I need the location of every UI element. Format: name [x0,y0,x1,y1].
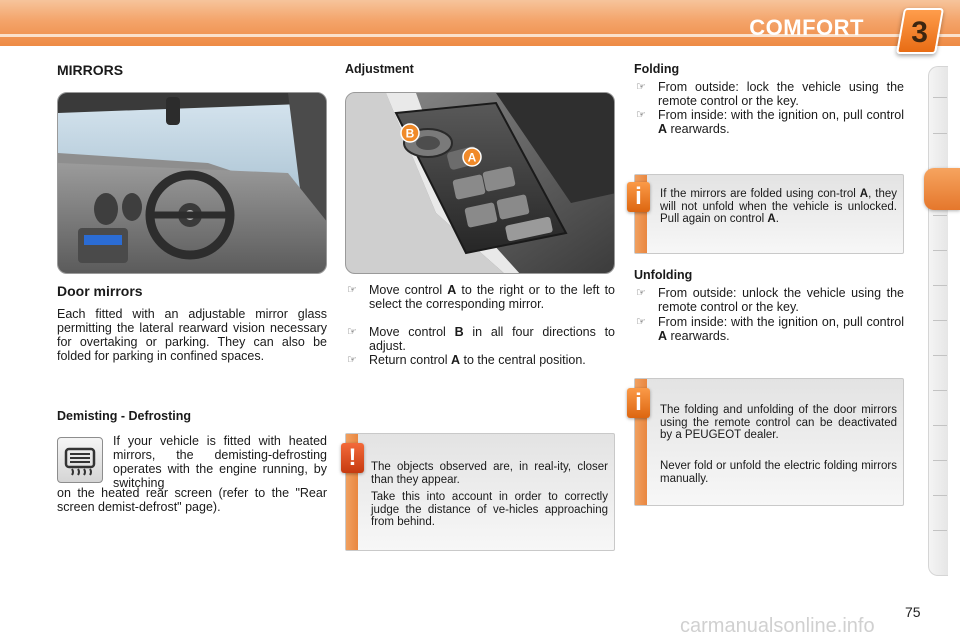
adjustment-heading: Adjustment [345,62,414,76]
photo-label-b: B [405,126,415,141]
section-title: MIRRORS [57,62,124,78]
bullet-hand-icon: ☞ [347,284,357,296]
active-chapter-tab[interactable] [924,168,960,210]
adjust-step-3: ☞ Return control A to the central position. [347,353,586,367]
info-icon: i [627,182,650,212]
cabin-photo [57,92,327,274]
photo-label-a: A [467,150,477,165]
folding-step-1: ☞ From outside: lock the vehicle using the remote control or the key. [636,80,904,108]
chapter-tab-strip[interactable] [928,66,948,576]
demisting-heading: Demisting - Defrosting [57,409,192,423]
page-number: 75 [905,604,921,620]
bullet-hand-icon: ☞ [347,354,357,366]
demisting-text-1: If your vehicle is fitted with heated mirrors, the demisting-defrosting operates with the engine running, by switching [113,434,327,490]
info-icon: i [627,388,650,418]
unfolding-step-2: ☞ From inside: with the ignition on, pull control A rearwards. [636,315,904,343]
info-text-folded: If the mirrors are folded using con-trol A, they will not unfold when the vehicle is unlocked. Pull again on control A. [660,188,897,225]
warning-text-1: The objects observed are, in real-ity, closer than they appear. [371,461,608,486]
warning-text-2: Take this into account in order to correctly judge the distance of ve-hicles approaching from behind. [371,491,608,528]
bullet-hand-icon: ☞ [636,109,646,121]
demisting-text-2: on the heated rear screen (refer to the "Rear screen demist-defrost" page). [57,486,327,514]
chapter-title: COMFORT [749,15,864,40]
bullet-hand-icon: ☞ [636,287,646,299]
bullet-hand-icon: ☞ [636,316,646,328]
warning-icon: ! [341,443,364,473]
door-mirrors-heading: Door mirrors [57,283,143,299]
info-text-never-fold: Never fold or unfold the electric folding mirrors manually. [660,460,897,485]
rear-screen-demist-icon [57,437,103,483]
folding-heading: Folding [634,62,680,76]
bullet-hand-icon: ☞ [347,326,357,338]
watermark: carmanualsonline.info [680,615,875,637]
chapter-number: 3 [911,16,928,49]
unfolding-step-1: ☞ From outside: unlock the vehicle using the remote control or the key. [636,286,904,314]
unfolding-heading: Unfolding [634,268,693,282]
door-mirrors-text: Each fitted with an adjustable mirror glass permitting the lateral rearward vision necessary for overtaking or parking. They can also be folded for parking in confined spaces. [57,307,327,363]
info-box-folded [634,174,904,254]
folding-step-2: ☞ From inside: with the ignition on, pull control A rearwards. [636,108,904,136]
adjust-step-2: ☞ Move control B in all four directions to adjust. [347,325,616,353]
adjust-step-1: ☞ Move control A to the right or to the left to select the corresponding mirror. [347,283,615,311]
chapter-number-badge [896,8,944,54]
info-box-deactivate [634,378,904,506]
warning-box [345,433,615,551]
bullet-hand-icon: ☞ [636,81,646,93]
mirror-controls-photo [345,92,615,274]
info-text-deactivate: The folding and unfolding of the door mirrors using the remote control can be deactivated by a PEUGEOT dealer. [660,404,897,441]
